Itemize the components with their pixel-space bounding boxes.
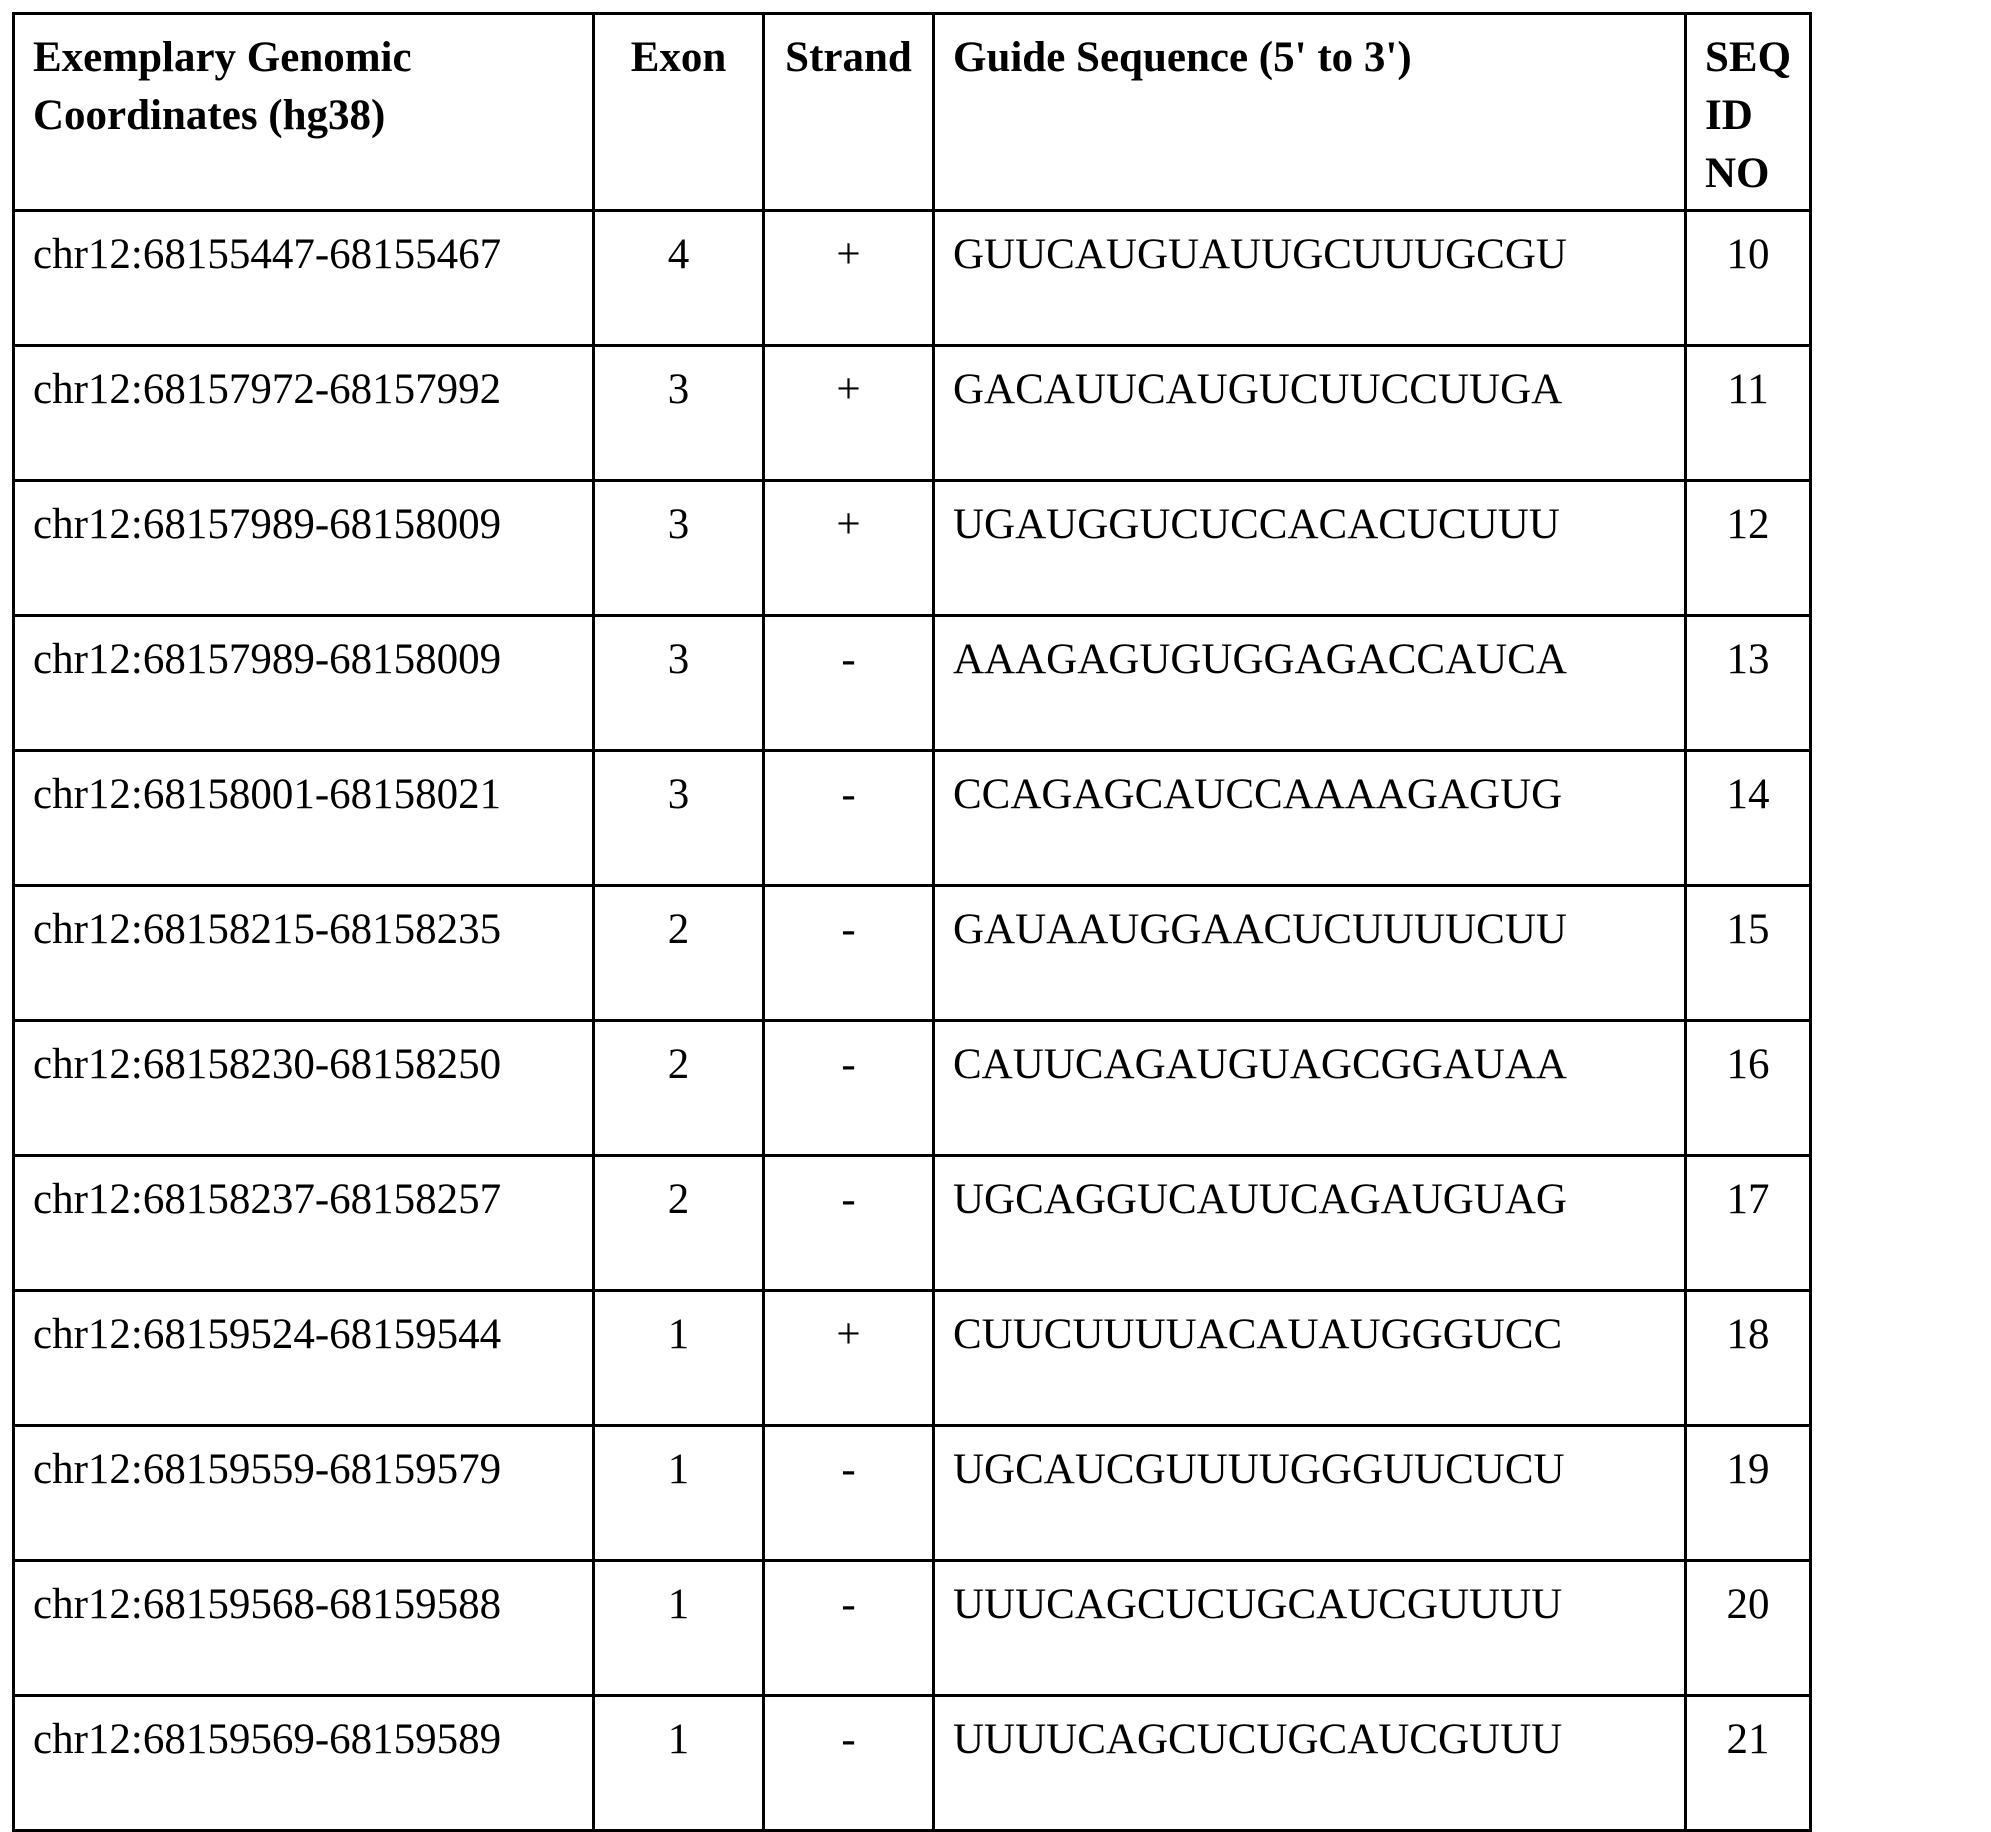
table-header-row: [14, 14, 1811, 211]
cell-strand: -: [764, 1561, 934, 1696]
cell-coordinates: chr12:68159559-68159579: [14, 1426, 594, 1561]
cell-coordinates: chr12:68158215-68158235: [14, 886, 594, 1021]
cell-guide-sequence: CCAGAGCAUCCAAAAGAGUG: [934, 751, 1686, 886]
cell-strand: -: [764, 1696, 934, 1831]
cell-exon: 1: [594, 1426, 764, 1561]
cell-seq-id: 19: [1686, 1426, 1811, 1561]
cell-seq-id: 10: [1686, 211, 1811, 346]
table-row: [14, 211, 1811, 346]
cell-strand: +: [764, 211, 934, 346]
table-row: [14, 1291, 1811, 1426]
cell-strand: +: [764, 1291, 934, 1426]
cell-guide-sequence: CUUCUUUUACAUAUGGGUCC: [934, 1291, 1686, 1426]
cell-seq-id: 12: [1686, 481, 1811, 616]
cell-exon: 3: [594, 481, 764, 616]
cell-strand: -: [764, 616, 934, 751]
table-row: [14, 481, 1811, 616]
cell-coordinates: chr12:68157989-68158009: [14, 481, 594, 616]
table-row: [14, 346, 1811, 481]
table-row: [14, 1426, 1811, 1561]
cell-guide-sequence: UGAUGGUCUCCACACUCUUU: [934, 481, 1686, 616]
cell-seq-id: 14: [1686, 751, 1811, 886]
cell-seq-id: 11: [1686, 346, 1811, 481]
cell-coordinates: chr12:68159568-68159588: [14, 1561, 594, 1696]
cell-exon: 2: [594, 886, 764, 1021]
cell-seq-id: 20: [1686, 1561, 1811, 1696]
cell-coordinates: chr12:68158001-68158021: [14, 751, 594, 886]
cell-guide-sequence: AAAGAGUGUGGAGACCAUCA: [934, 616, 1686, 751]
cell-seq-id: 21: [1686, 1696, 1811, 1831]
table-row: [14, 1561, 1811, 1696]
cell-guide-sequence: UGCAUCGUUUUGGGUUCUCU: [934, 1426, 1686, 1561]
cell-strand: -: [764, 1426, 934, 1561]
cell-strand: +: [764, 346, 934, 481]
cell-strand: +: [764, 481, 934, 616]
cell-strand: -: [764, 886, 934, 1021]
cell-exon: 2: [594, 1021, 764, 1156]
cell-exon: 4: [594, 211, 764, 346]
cell-seq-id: 18: [1686, 1291, 1811, 1426]
table-row: [14, 751, 1811, 886]
table-row: [14, 1696, 1811, 1831]
cell-guide-sequence: UGCAGGUCAUUCAGAUGUAG: [934, 1156, 1686, 1291]
cell-guide-sequence: UUUCAGCUCUGCAUCGUUUU: [934, 1561, 1686, 1696]
cell-coordinates: chr12:68155447-68155467: [14, 211, 594, 346]
cell-coordinates: chr12:68159569-68159589: [14, 1696, 594, 1831]
cell-coordinates: chr12:68157989-68158009: [14, 616, 594, 751]
cell-seq-id: 15: [1686, 886, 1811, 1021]
header-coordinates: Exemplary Genomic Coordinates (hg38): [14, 14, 594, 211]
cell-guide-sequence: CAUUCAGAUGUAGCGGAUAA: [934, 1021, 1686, 1156]
header-exon: Exon: [594, 14, 764, 211]
cell-exon: 1: [594, 1561, 764, 1696]
cell-exon: 2: [594, 1156, 764, 1291]
cell-strand: -: [764, 1156, 934, 1291]
cell-coordinates: chr12:68158230-68158250: [14, 1021, 594, 1156]
cell-guide-sequence: GACAUUCAUGUCUUCCUUGA: [934, 346, 1686, 481]
table-row: [14, 886, 1811, 1021]
table-row: [14, 616, 1811, 751]
guide-sequence-table: [12, 12, 1812, 1832]
table-row: [14, 1021, 1811, 1156]
cell-coordinates: chr12:68159524-68159544: [14, 1291, 594, 1426]
cell-exon: 1: [594, 1291, 764, 1426]
cell-exon: 3: [594, 751, 764, 886]
cell-guide-sequence: UUUUCAGCUCUGCAUCGUUU: [934, 1696, 1686, 1831]
table-row: [14, 1156, 1811, 1291]
cell-seq-id: 16: [1686, 1021, 1811, 1156]
cell-seq-id: 17: [1686, 1156, 1811, 1291]
header-seq-id: SEQ ID NO: [1686, 14, 1811, 211]
cell-exon: 3: [594, 616, 764, 751]
cell-guide-sequence: GAUAAUGGAACUCUUUUCUU: [934, 886, 1686, 1021]
header-guide-sequence: Guide Sequence (5' to 3'): [934, 14, 1686, 211]
cell-seq-id: 13: [1686, 616, 1811, 751]
cell-strand: -: [764, 1021, 934, 1156]
cell-strand: -: [764, 751, 934, 886]
header-strand: Strand: [764, 14, 934, 211]
cell-exon: 1: [594, 1696, 764, 1831]
cell-guide-sequence: GUUCAUGUAUUGCUUUGCGU: [934, 211, 1686, 346]
cell-coordinates: chr12:68158237-68158257: [14, 1156, 594, 1291]
cell-exon: 3: [594, 346, 764, 481]
cell-coordinates: chr12:68157972-68157992: [14, 346, 594, 481]
